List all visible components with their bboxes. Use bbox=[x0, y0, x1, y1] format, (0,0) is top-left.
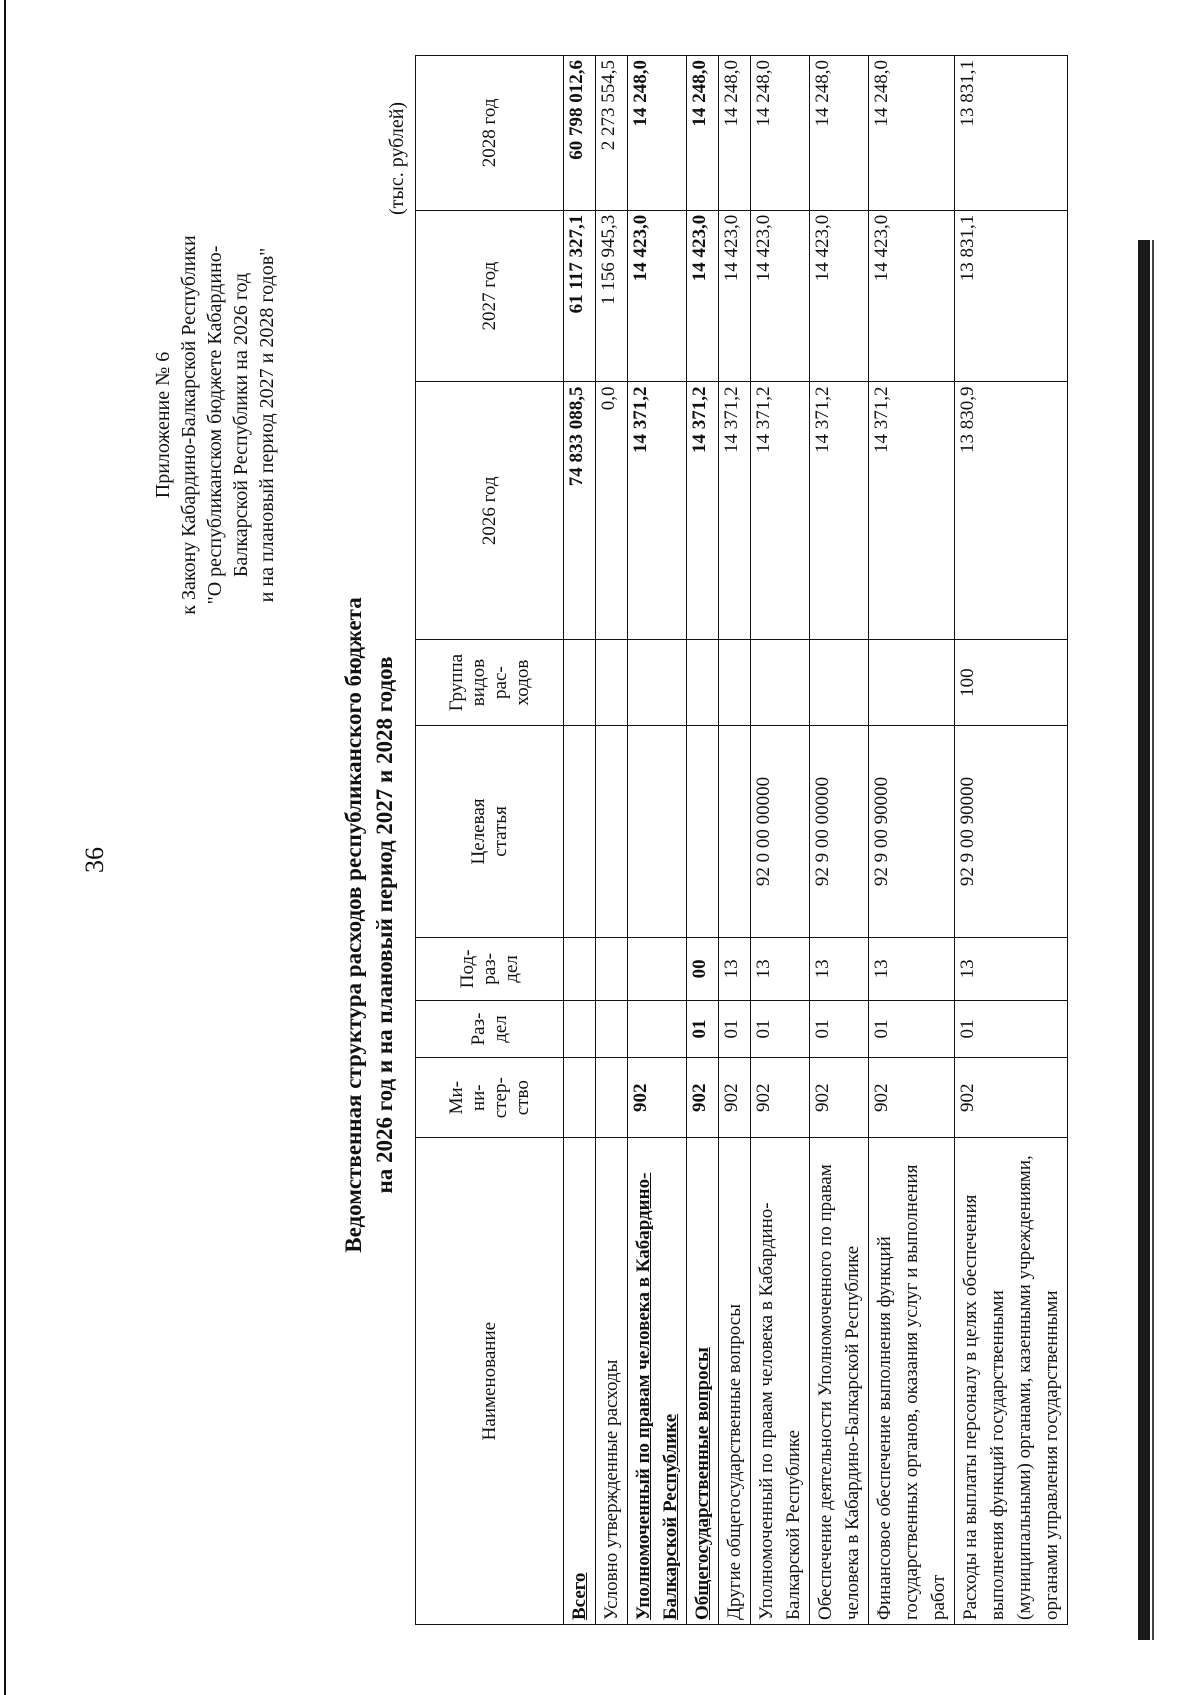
cell-subsection: 13 bbox=[869, 937, 955, 1000]
header-text: дел bbox=[489, 1015, 511, 1043]
cell-name: Общегосударственные вопросы bbox=[687, 1138, 719, 1625]
cell-2026: 14 371,2 bbox=[810, 382, 869, 640]
page-number: 36 bbox=[80, 847, 109, 873]
cell-section: 01 bbox=[719, 1000, 751, 1057]
table-row bbox=[810, 56, 869, 1625]
title-line: Ведомственная структура расходов республиканского бюджета bbox=[341, 597, 366, 1253]
cell-expense-group bbox=[869, 640, 955, 726]
appendix-line: к Закону Кабардино-Балкарской Республики bbox=[178, 235, 200, 615]
cell-section: 01 bbox=[955, 1000, 1068, 1057]
header-text: ходов bbox=[511, 659, 533, 706]
table-row bbox=[596, 56, 628, 1625]
cell-subsection: 13 bbox=[751, 937, 810, 1000]
cell-name: Уполномоченный по правам человека в Кабардино-Балкарской Республике bbox=[751, 1138, 810, 1625]
cell-2027: 14 423,0 bbox=[751, 210, 810, 382]
cell-expense-group bbox=[810, 640, 869, 726]
table-row bbox=[955, 56, 1068, 1625]
cell-2028: 14 248,0 bbox=[628, 56, 687, 211]
cell-2026: 14 371,2 bbox=[687, 382, 719, 640]
cell-2028: 14 248,0 bbox=[810, 56, 869, 211]
header-expense-group bbox=[416, 640, 564, 726]
header-2026: 2026 год bbox=[416, 382, 564, 640]
cell-2026: 14 371,2 bbox=[719, 382, 751, 640]
cell-section bbox=[596, 1000, 628, 1057]
cell-name: Уполномоченный по правам человека в Кабардино-Балкарской Республике bbox=[628, 1138, 687, 1625]
cell-target-article: 92 9 00 00000 bbox=[810, 726, 869, 938]
cell-target-article: 92 0 00 00000 bbox=[751, 726, 810, 938]
cell-2028: 2 273 554,5 bbox=[596, 56, 628, 211]
table-body bbox=[564, 56, 1068, 1625]
cell-section: 01 bbox=[687, 1000, 719, 1057]
header-text: Раз- bbox=[467, 1012, 489, 1046]
cell-2027: 61 117 327,1 bbox=[564, 210, 596, 382]
cell-name: Финансовое обеспечение выполнения функций государственных органов, оказания услуг и выполнения работ bbox=[869, 1138, 955, 1625]
appendix-line: Балкарской Республики на 2026 год bbox=[230, 272, 252, 578]
header-text: раз- bbox=[478, 953, 500, 985]
appendix-header bbox=[150, 75, 280, 775]
table-row bbox=[869, 56, 955, 1625]
appendix-line: Приложение № 6 bbox=[152, 351, 174, 499]
header-ministry bbox=[416, 1058, 564, 1138]
cell-2028: 14 248,0 bbox=[719, 56, 751, 211]
cell-subsection bbox=[628, 937, 687, 1000]
header-section bbox=[416, 1000, 564, 1057]
cell-2028: 14 248,0 bbox=[687, 56, 719, 211]
cell-subsection: 00 bbox=[687, 937, 719, 1000]
header-2027: 2027 год bbox=[416, 210, 564, 382]
cell-expense-group bbox=[596, 640, 628, 726]
header-name: Наименование bbox=[416, 1138, 564, 1625]
cell-subsection: 13 bbox=[955, 937, 1068, 1000]
cell-expense-group bbox=[564, 640, 596, 726]
table-row bbox=[564, 56, 596, 1625]
cell-2026: 14 371,2 bbox=[751, 382, 810, 640]
cell-expense-group: 100 bbox=[955, 640, 1068, 726]
header-text: рас- bbox=[489, 666, 511, 699]
cell-target-article bbox=[596, 726, 628, 938]
cell-expense-group bbox=[751, 640, 810, 726]
cell-section bbox=[628, 1000, 687, 1057]
cell-ministry: 902 bbox=[869, 1058, 955, 1138]
cell-2027: 13 831,1 bbox=[955, 210, 1068, 382]
header-text: Ми- bbox=[445, 1081, 467, 1115]
cell-target-article bbox=[564, 726, 596, 938]
cell-target-article bbox=[719, 726, 751, 938]
binder-edge-line bbox=[4, 0, 6, 1695]
cell-2026: 14 371,2 bbox=[869, 382, 955, 640]
header-text: Под- bbox=[456, 949, 478, 989]
cell-section bbox=[564, 1000, 596, 1057]
cell-ministry: 902 bbox=[687, 1058, 719, 1138]
cell-ministry: 902 bbox=[955, 1058, 1068, 1138]
cell-subsection: 13 bbox=[810, 937, 869, 1000]
cell-2028: 13 831,1 bbox=[955, 56, 1068, 211]
table-row bbox=[687, 56, 719, 1625]
cell-name: Другие общегосударственные вопросы bbox=[719, 1138, 751, 1625]
appendix-line: "О республиканском бюджете Кабардино- bbox=[204, 245, 226, 605]
cell-section: 01 bbox=[869, 1000, 955, 1057]
table-row bbox=[719, 56, 751, 1625]
cell-2028: 14 248,0 bbox=[751, 56, 810, 211]
title-line: на 2026 год и на плановый период 2027 и 2028 годов bbox=[372, 656, 397, 1194]
cell-2027: 14 423,0 bbox=[810, 210, 869, 382]
cell-2026: 74 833 088,5 bbox=[564, 382, 596, 640]
cell-2026: 13 830,9 bbox=[955, 382, 1068, 640]
cell-target-article: 92 9 00 90000 bbox=[955, 726, 1068, 938]
cell-ministry: 902 bbox=[810, 1058, 869, 1138]
cell-name: Условно утвержденные расходы bbox=[596, 1138, 628, 1625]
cell-2028: 14 248,0 bbox=[869, 56, 955, 211]
cell-2027: 14 423,0 bbox=[719, 210, 751, 382]
header-target-article bbox=[416, 726, 564, 938]
header-text: Группа bbox=[445, 653, 467, 712]
cell-section: 01 bbox=[810, 1000, 869, 1057]
header-subsection bbox=[416, 937, 564, 1000]
cell-subsection bbox=[596, 937, 628, 1000]
page-edge-line bbox=[1152, 240, 1154, 1640]
document-title bbox=[338, 425, 400, 1425]
cell-name: Обеспечение деятельности Уполномоченного по правам человека в Кабардино-Балкарской Республике bbox=[810, 1138, 869, 1625]
header-text: видов bbox=[467, 658, 489, 707]
table-row bbox=[628, 56, 687, 1625]
unit-label: (тыс. рублей) bbox=[386, 101, 408, 215]
table-header-row bbox=[416, 56, 564, 1625]
budget-table bbox=[415, 55, 1068, 1625]
header-text: Целевая bbox=[467, 798, 489, 865]
cell-2027: 1 156 945,3 bbox=[596, 210, 628, 382]
cell-expense-group bbox=[719, 640, 751, 726]
cell-subsection: 13 bbox=[719, 937, 751, 1000]
header-text: статья bbox=[489, 806, 511, 857]
appendix-line: и на плановый период 2027 и 2028 годов" bbox=[256, 247, 278, 603]
header-text: ни- bbox=[467, 1084, 489, 1112]
cell-section: 01 bbox=[751, 1000, 810, 1057]
cell-subsection bbox=[564, 937, 596, 1000]
cell-ministry: 902 bbox=[751, 1058, 810, 1138]
cell-2027: 14 423,0 bbox=[628, 210, 687, 382]
table-row bbox=[751, 56, 810, 1625]
cell-name: Всего bbox=[564, 1138, 596, 1625]
page-edge-shadow bbox=[1138, 240, 1150, 1640]
cell-2026: 14 371,2 bbox=[628, 382, 687, 640]
cell-2028: 60 798 012,6 bbox=[564, 56, 596, 211]
header-text: стер- bbox=[489, 1077, 511, 1119]
cell-name: Расходы на выплаты персоналу в целях обеспечения выполнения функций государственными (муниципальными) органами, казенными учреждениями, органами управления государственными bbox=[955, 1138, 1068, 1625]
cell-ministry bbox=[564, 1058, 596, 1138]
header-2028: 2028 год bbox=[416, 56, 564, 211]
cell-expense-group bbox=[687, 640, 719, 726]
cell-ministry bbox=[596, 1058, 628, 1138]
header-text: дел bbox=[500, 955, 522, 983]
cell-2027: 14 423,0 bbox=[687, 210, 719, 382]
cell-target-article bbox=[687, 726, 719, 938]
cell-expense-group bbox=[628, 640, 687, 726]
cell-2027: 14 423,0 bbox=[869, 210, 955, 382]
cell-2026: 0,0 bbox=[596, 382, 628, 640]
cell-ministry: 902 bbox=[628, 1058, 687, 1138]
cell-target-article bbox=[628, 726, 687, 938]
cell-ministry: 902 bbox=[719, 1058, 751, 1138]
cell-target-article: 92 9 00 90000 bbox=[869, 726, 955, 938]
header-text: ство bbox=[511, 1080, 533, 1116]
